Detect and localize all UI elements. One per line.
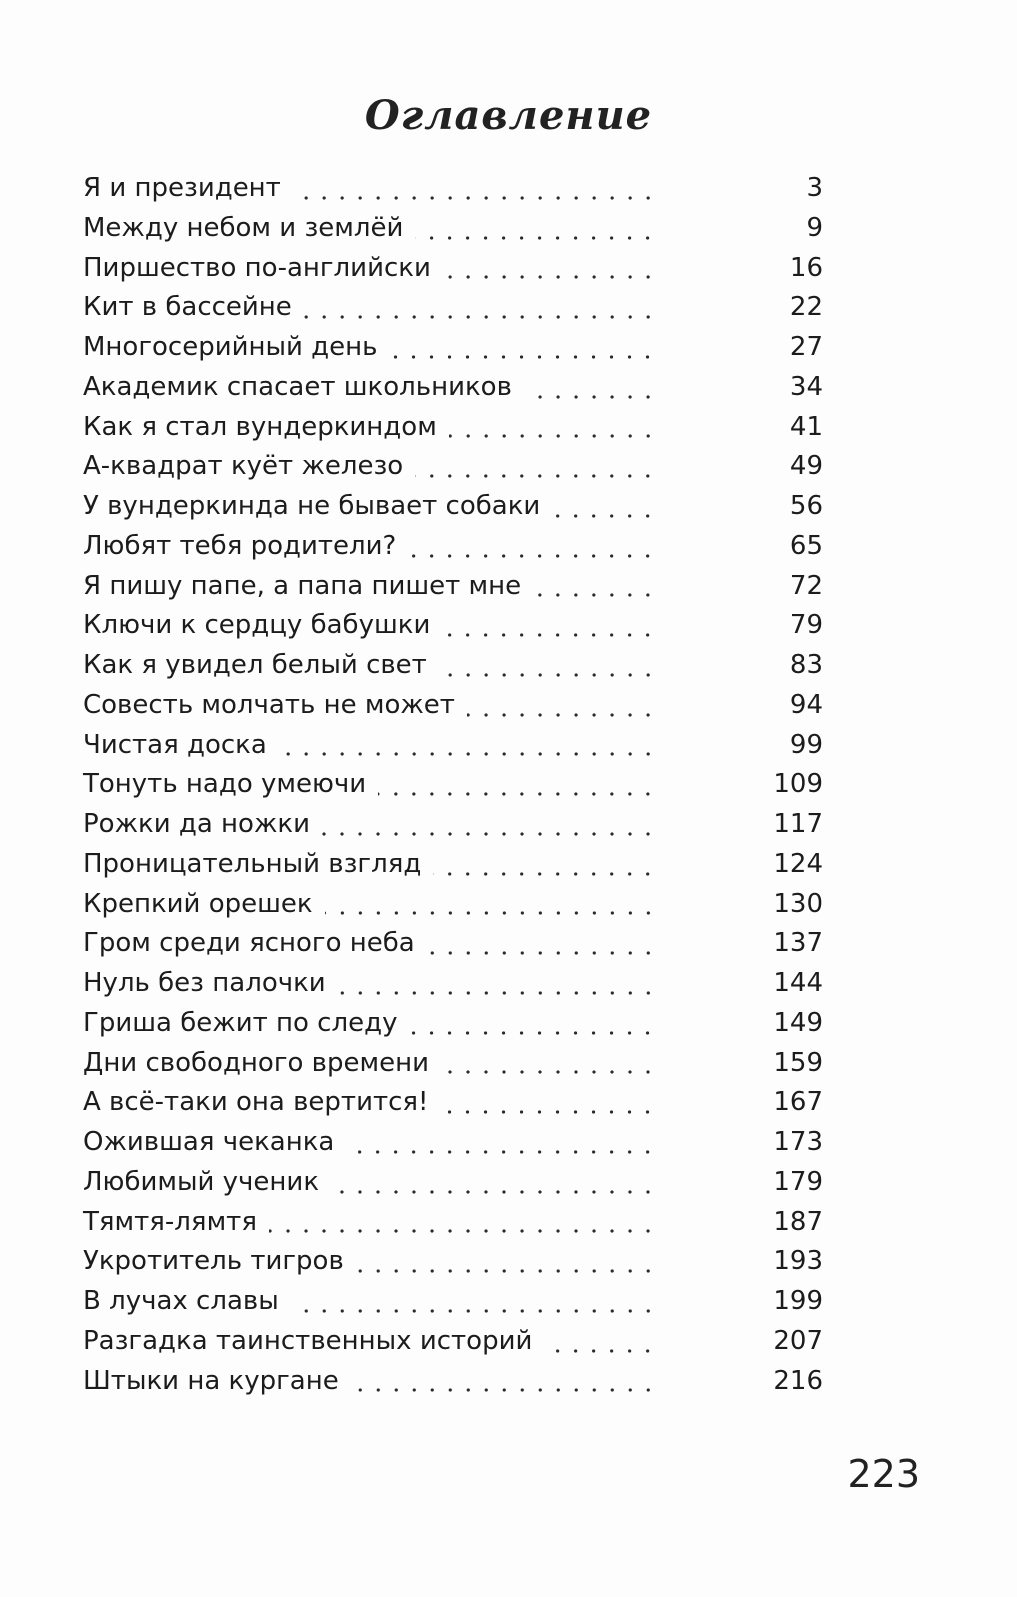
toc-entry-title: Гриша бежит по следу [83,1007,398,1038]
dot-leader [434,1083,753,1123]
toc-entry-page: 83 [789,650,823,680]
toc-entry-title: Любимый ученик [83,1166,320,1197]
toc-entry [83,288,823,328]
toc-entry-page: 193 [773,1246,823,1277]
toc-entry [83,249,823,289]
toc-entry [83,646,823,686]
toc-entry [83,169,823,209]
toc-entry [83,209,823,249]
toc-entry-title: Я пишу папе, а папа пишет мне [83,570,522,601]
dot-leader [409,447,753,487]
toc-entry [83,1123,823,1163]
toc-entry-title: Разгадка таинственных историй [83,1325,533,1356]
toc-entry [83,924,823,964]
toc-entry-page: 99 [789,729,823,760]
toc-entry [83,1004,823,1044]
toc-entry [83,1083,823,1123]
toc-entry-page: 49 [789,451,823,482]
dot-leader [402,527,753,567]
toc-entry-page: 149 [773,1007,823,1038]
toc-entry [83,1203,823,1243]
toc-entry-page: 41 [789,411,823,442]
toc-entry-page: 144 [773,968,823,998]
dot-leader [340,1123,753,1163]
toc-entry-title: В лучах славы [83,1286,279,1316]
dot-leader [319,885,753,925]
dot-leader [527,567,753,607]
dot-leader [345,1362,753,1402]
toc-entry-page: 187 [773,1206,823,1237]
toc-entry-page: 79 [789,610,823,641]
dot-leader [350,1242,753,1282]
toc-entry-title: Тонуть надо умеючи [83,769,367,800]
dot-leader [538,1322,753,1362]
toc-entry-page: 34 [789,371,823,402]
toc-entry-title: Укротитель тигров [83,1246,344,1277]
toc-entry-page: 173 [773,1127,823,1157]
toc-entry-page: 9 [806,212,823,243]
dot-leader [263,1203,753,1243]
dot-leader [437,249,753,289]
toc-entry-title: Тямтя-лямтя [83,1206,257,1237]
dot-leader [427,845,753,885]
toc-entry-title: Многосерийный день [83,332,378,362]
toc-entry-title: А-квадрат куёт железо [83,451,404,482]
toc-entry-title: Любят тебя родители? [83,530,397,561]
toc-entry-page: 109 [773,769,823,800]
toc-entry-title: Ключи к сердцу бабушки [83,610,431,641]
toc-entry [83,447,823,487]
dot-leader [409,209,753,249]
toc-entry [83,845,823,885]
toc-entry [83,1362,823,1402]
toc-entry-page: 159 [773,1047,823,1078]
page-title: Оглавление [364,92,653,139]
toc-entry-title: Нуль без палочки [83,968,326,998]
toc-entry-title: Рожки да ножки [83,809,310,839]
dot-leader [436,606,753,646]
toc-entry-title: Крепкий орешек [83,888,313,919]
toc-entry [83,765,823,805]
toc-entry [83,328,823,368]
toc-entry [83,408,823,448]
toc-entry [83,368,823,408]
toc-entry-page: 124 [773,848,823,879]
toc-entry-title: Чистая доска [83,729,267,760]
dot-leader [433,646,753,686]
toc-entry-title: Проницательный взгляд [83,848,422,879]
dot-leader [287,169,753,209]
toc-entry-page: 94 [789,689,823,720]
toc-entry-page: 27 [789,332,823,362]
toc-entry-title: Кит в бассейне [83,292,292,323]
toc-entry-page: 167 [773,1087,823,1118]
toc-entry-page: 179 [773,1166,823,1197]
dot-leader [316,805,753,845]
toc-entry [83,487,823,527]
toc-entry-page: 130 [773,888,823,919]
dot-leader [273,726,753,766]
dot-leader [372,765,753,805]
toc-entry [83,805,823,845]
toc-entry-title: Гром среди ясного неба [83,928,415,959]
toc-entry [83,964,823,1004]
toc-entry [83,1282,823,1322]
toc-entry [83,1163,823,1203]
dot-leader [298,288,753,328]
dot-leader [332,964,753,1004]
toc-entry [83,885,823,925]
toc-entry-page: 199 [773,1286,823,1316]
toc-entry-title: Как я стал вундеркиндом [83,411,437,442]
toc-entry [83,1044,823,1084]
toc-entry-title: Как я увидел белый свет [83,650,427,680]
toc-entry-title: Штыки на кургане [83,1365,339,1396]
toc-entry [83,1322,823,1362]
dot-leader [421,924,753,964]
toc-entry-title: Ожившая чеканка [83,1127,335,1157]
toc-entry-title: Пиршество по-английски [83,252,431,283]
toc-entry [83,686,823,726]
page-number: 223 [847,1452,920,1496]
toc-entry-page: 207 [773,1325,823,1356]
toc-entry-title: У вундеркинда не бывает собаки [83,491,541,521]
toc-entry-title: А всё-таки она вертится! [83,1087,429,1118]
dot-leader [443,408,753,448]
toc-entry-page: 216 [773,1365,823,1396]
toc-entry [83,1242,823,1282]
toc-entry-page: 56 [789,491,823,521]
dot-leader [546,487,753,527]
toc-entry-page: 3 [806,173,823,203]
dot-leader [461,686,753,726]
toc-entry-title: Между небом и землёй [83,212,404,243]
toc-entry-title: Академик спасает школьников [83,371,512,402]
toc-entry [83,527,823,567]
dot-leader [285,1282,753,1322]
toc-entry-title: Дни свободного времени [83,1047,429,1078]
toc-entry [83,567,823,607]
toc-entry-page: 65 [789,530,823,561]
toc-entry [83,606,823,646]
toc-entry-page: 72 [789,570,823,601]
dot-leader [325,1163,753,1203]
toc-entry-page: 22 [789,292,823,323]
dot-leader [435,1044,753,1084]
toc-entry-page: 16 [789,252,823,283]
toc-entry-page: 117 [773,809,823,839]
toc-entry [83,726,823,766]
dot-leader [403,1004,753,1044]
toc-entry-title: Совесть молчать не может [83,689,455,720]
toc-entry-title: Я и президент [83,173,281,203]
toc-entry-page: 137 [773,928,823,959]
dot-leader [518,368,753,408]
dot-leader [383,328,753,368]
table-of-contents [83,169,823,1401]
